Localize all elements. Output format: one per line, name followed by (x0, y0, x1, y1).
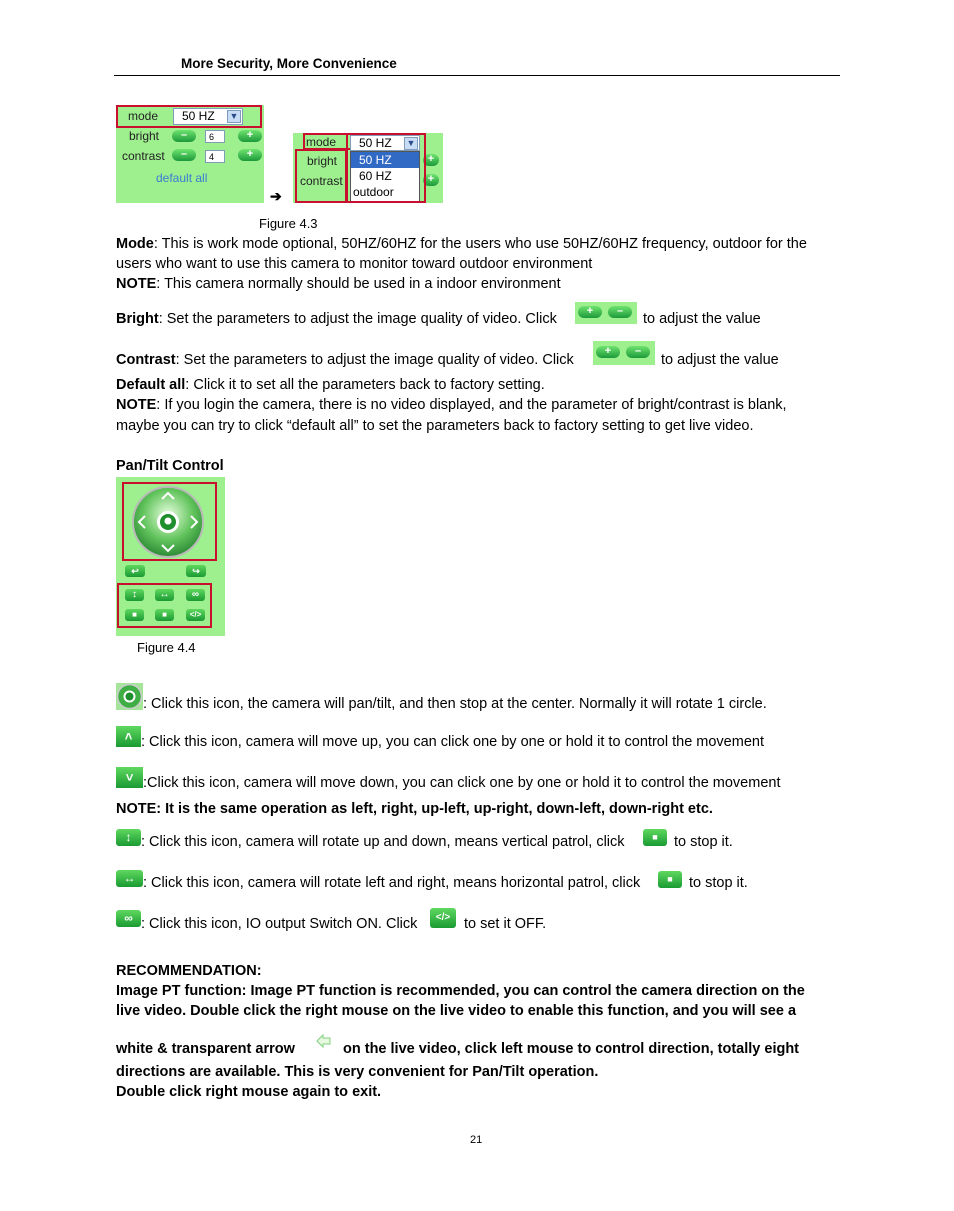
hpatrol-after: to stop it. (689, 875, 748, 891)
horizontal-patrol-button[interactable]: ↔ (155, 589, 174, 601)
page-number: 21 (470, 1134, 483, 1146)
note-text: : If you login the camera, there is no video displayed, and the parameter of bright/contrast is blank, (156, 397, 787, 413)
io-off-button[interactable]: </> (186, 609, 205, 621)
contrast-plus-button[interactable]: + (238, 149, 262, 161)
bright-paragraph (116, 311, 557, 327)
pan-tilt-panel (116, 477, 225, 636)
contrast-paragraph (116, 352, 574, 368)
io-off-icon: </> (430, 908, 456, 928)
plus-icon: + (596, 346, 620, 358)
vertical-patrol-icon: ↕ (116, 829, 141, 846)
down-arrow-icon: ˅ (116, 767, 143, 788)
contrast-minus-button[interactable]: – (172, 149, 196, 161)
dropdown-option[interactable]: 50 HZ (351, 152, 419, 168)
mode-paragraph (116, 236, 807, 252)
stop-icon: ■ (643, 829, 667, 846)
right-bracket-button[interactable]: ↪ (186, 565, 206, 577)
bright-value[interactable]: 6 (205, 130, 225, 143)
recommendation-line-3b: on the live video, click left mouse to control direction, totally eight (343, 1041, 800, 1057)
direction-pad[interactable] (131, 485, 205, 559)
note-term: NOTE (116, 276, 157, 292)
recommendation-heading: RECOMMENDATION: (116, 963, 262, 979)
stop-icon: ■ (658, 871, 682, 888)
plus-icon: + (578, 306, 602, 318)
mode-select[interactable] (173, 108, 243, 125)
default-term: Default all (116, 377, 186, 393)
recommendation-line-2: live video. Double click the right mouse on the live video to enable this function, and you will see a (116, 1003, 797, 1019)
recommendation-line-1: Image PT function: Image PT function is recommended, you can control the camera direction on the (116, 983, 805, 999)
plus-button-right-1[interactable]: + (423, 154, 439, 166)
io-after: to set it OFF. (464, 916, 547, 932)
hpatrol-description: : Click this icon, camera will rotate left and right, means horizontal patrol, click (143, 875, 641, 891)
bright-label-right: bright (307, 154, 338, 168)
mode-select-value: 50 HZ (182, 109, 215, 123)
mode-description: : This is work mode optional, 50HZ/60HZ for the users who use 50HZ/60HZ frequency, outdoor for the (153, 236, 807, 252)
settings-panel-left (116, 105, 264, 203)
note-text: : This camera normally should be used in a indoor environment (156, 276, 561, 292)
left-bracket-button[interactable]: ↩ (125, 565, 145, 577)
pan-tilt-heading: Pan/Tilt Control (116, 458, 224, 474)
horizontal-patrol-icon: ↔ (116, 870, 143, 887)
bright-term: Bright (116, 311, 159, 327)
io-on-icon: ∞ (116, 910, 141, 927)
default-all-link[interactable]: default all (156, 171, 208, 185)
header-rule (114, 75, 840, 76)
contrast-label: contrast (122, 149, 165, 163)
default-paragraph (116, 377, 545, 393)
plus-minus-icon (575, 302, 637, 324)
vertical-patrol-button[interactable]: ↕ (125, 589, 144, 601)
contrast-description: : Set the parameters to adjust the image quality of video. Click (175, 352, 574, 368)
mode-label-right: mode (306, 135, 337, 149)
contrast-term: Contrast (116, 352, 176, 368)
note2-paragraph-2: maybe you can try to click “default all” to set the parameters back to factory setting to get live video. (116, 418, 754, 434)
note3-paragraph: NOTE: It is the same operation as left, right, up-left, up-right, down-left, down-right etc. (116, 801, 713, 817)
dropdown-option[interactable]: outdoor (353, 185, 394, 199)
recommendation-line-4: directions are available. This is very convenient for Pan/Tilt operation. (116, 1064, 599, 1080)
minus-icon: – (608, 306, 632, 318)
io-description: : Click this icon, IO output Switch ON. Click (141, 916, 418, 932)
vpatrol-description: : Click this icon, camera will rotate up and down, means vertical patrol, click (141, 834, 625, 850)
mode-term: Mode (116, 236, 154, 252)
note1-paragraph (116, 276, 561, 292)
chevron-down-icon[interactable]: ▼ (404, 137, 418, 150)
stop-horizontal-button[interactable]: ■ (155, 609, 174, 621)
dropdown-option[interactable]: 60 HZ (359, 169, 392, 183)
up-description: : Click this icon, camera will move up, you can click one by one or hold it to control the movement (141, 734, 764, 750)
bright-plus-button[interactable]: + (238, 130, 262, 142)
stop-vertical-button[interactable]: ■ (125, 609, 144, 621)
bright-description: : Set the parameters to adjust the image quality of video. Click (158, 311, 557, 327)
figure-4-4-caption: Figure 4.4 (137, 640, 196, 655)
contrast-after: to adjust the value (661, 352, 779, 368)
minus-icon: – (626, 346, 650, 358)
center-description: : Click this icon, the camera will pan/tilt, and then stop at the center. Normally it will rotate 1 circle. (143, 696, 767, 712)
contrast-value[interactable]: 4 (205, 150, 225, 163)
mode-label: mode (128, 109, 159, 123)
mode-select-right-value: 50 HZ (359, 136, 392, 150)
default-description: : Click it to set all the parameters back to factory setting. (185, 377, 545, 393)
figure-4-3-caption: Figure 4.3 (259, 216, 318, 231)
bright-minus-button[interactable]: – (172, 130, 196, 142)
bright-label: bright (129, 129, 160, 143)
recommendation-line-3a: white & transparent arrow (116, 1041, 295, 1057)
dropdown-highlight (346, 133, 426, 203)
io-on-button[interactable]: ∞ (186, 589, 205, 601)
vpatrol-after: to stop it. (674, 834, 733, 850)
settings-panel-right (293, 133, 443, 203)
up-arrow-icon: ˄ (116, 726, 141, 747)
running-header: More Security, More Convenience (181, 56, 397, 71)
note-term: NOTE (116, 397, 157, 413)
contrast-label-right: contrast (300, 174, 343, 188)
note2-paragraph (116, 397, 787, 413)
mode-paragraph-2: users who want to use this camera to monitor toward outdoor environment (116, 256, 593, 272)
arrow-right-icon: ➔ (270, 188, 282, 204)
plus-button-right-2[interactable]: + (423, 174, 439, 186)
transparent-arrow-icon (313, 1031, 335, 1051)
bright-after: to adjust the value (643, 311, 761, 327)
down-description: :Click this icon, camera will move down, you can click one by one or hold it to control the movement (143, 775, 781, 791)
plus-minus-icon (593, 341, 655, 365)
chevron-down-icon[interactable]: ▼ (227, 110, 241, 123)
recommendation-line-5: Double click right mouse again to exit. (116, 1084, 382, 1100)
center-icon (116, 683, 143, 710)
